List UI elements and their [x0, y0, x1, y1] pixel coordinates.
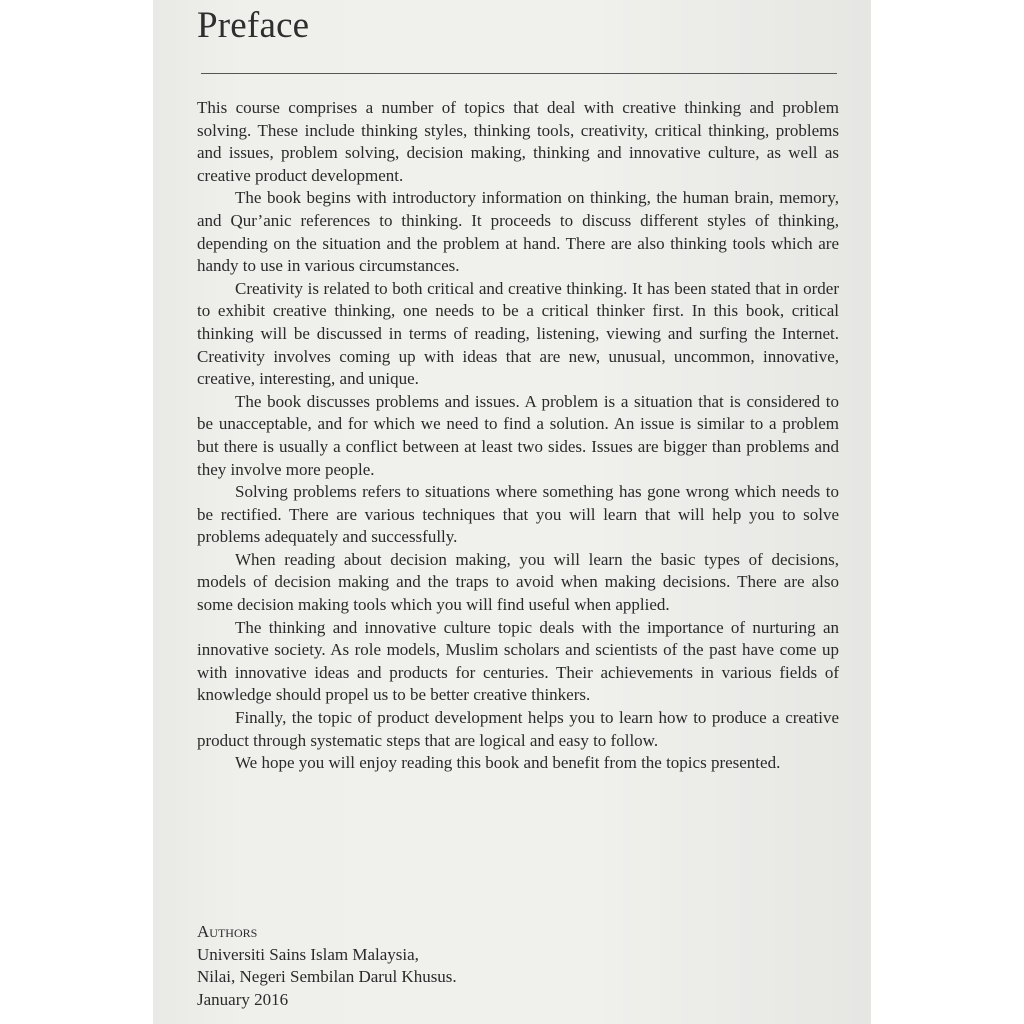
authors-institution: Universiti Sains Islam Malaysia,	[197, 944, 419, 964]
authors-date: January 2016	[197, 989, 289, 1009]
paragraph-4: The book discusses problems and issues. A problem is a situation that is considered to be unacceptable, and for which we need to find a solution. An issue is similar to a problem but there is usually a conflict between at least two sides. Issues are bigger than problems and they involve more people.	[197, 391, 839, 479]
paragraph-7: The thinking and innovative culture topic deals with the importance of nurturing an innovative society. As role models, Muslim scholars and scientists of the past have come up with innovative ideas and products for centuries. Their achievements in various fields of knowledge should propel us to be better creative thinkers.	[197, 617, 839, 705]
page-title: Preface	[197, 5, 310, 46]
book-page	[153, 0, 871, 1024]
authors-block	[197, 921, 797, 1011]
paragraph-5: Solving problems refers to situations where something has gone wrong which needs to be rectified. There are various techniques that you will learn that will help you to solve problems adequately and successfully.	[197, 482, 839, 547]
paragraph-8: Finally, the topic of product development helps you to learn how to produce a creative product through systematic steps that are logical and easy to follow.	[197, 708, 839, 750]
authors-heading: Authors	[197, 922, 258, 941]
title-divider	[201, 73, 837, 74]
paragraph-2: The book begins with introductory information on thinking, the human brain, memory, and Qur’anic references to thinking. It proceeds to discuss different styles of thinking, depending on the situation and the problem at hand. There are also thinking tools which are handy to use in various circumstances.	[197, 188, 839, 276]
preface-body	[197, 97, 839, 775]
paragraph-3: Creativity is related to both critical and creative thinking. It has been stated that in order to exhibit creative thinking, one needs to be a critical thinker first. In this book, critical thinking will be discussed in terms of reading, listening, viewing and surfing the Internet. Creativity involves coming up with ideas that are new, unusual, uncommon, innovative, creative, interesting, and unique.	[197, 278, 839, 389]
paragraph-9: We hope you will enjoy reading this book and benefit from the topics presented.	[235, 753, 781, 773]
paragraph-1: This course comprises a number of topics that deal with creative thinking and problem solving. These include thinking styles, thinking tools, creativity, critical thinking, problems and issues, problem solving, decision making, thinking and innovative culture, as well as creative product development.	[197, 98, 839, 185]
authors-location: Nilai, Negeri Sembilan Darul Khusus.	[197, 967, 457, 987]
paragraph-6: When reading about decision making, you will learn the basic types of decisions, models of decision making and the traps to avoid when making decisions. There are also some decision making tools which you will find useful when applied.	[197, 549, 839, 615]
